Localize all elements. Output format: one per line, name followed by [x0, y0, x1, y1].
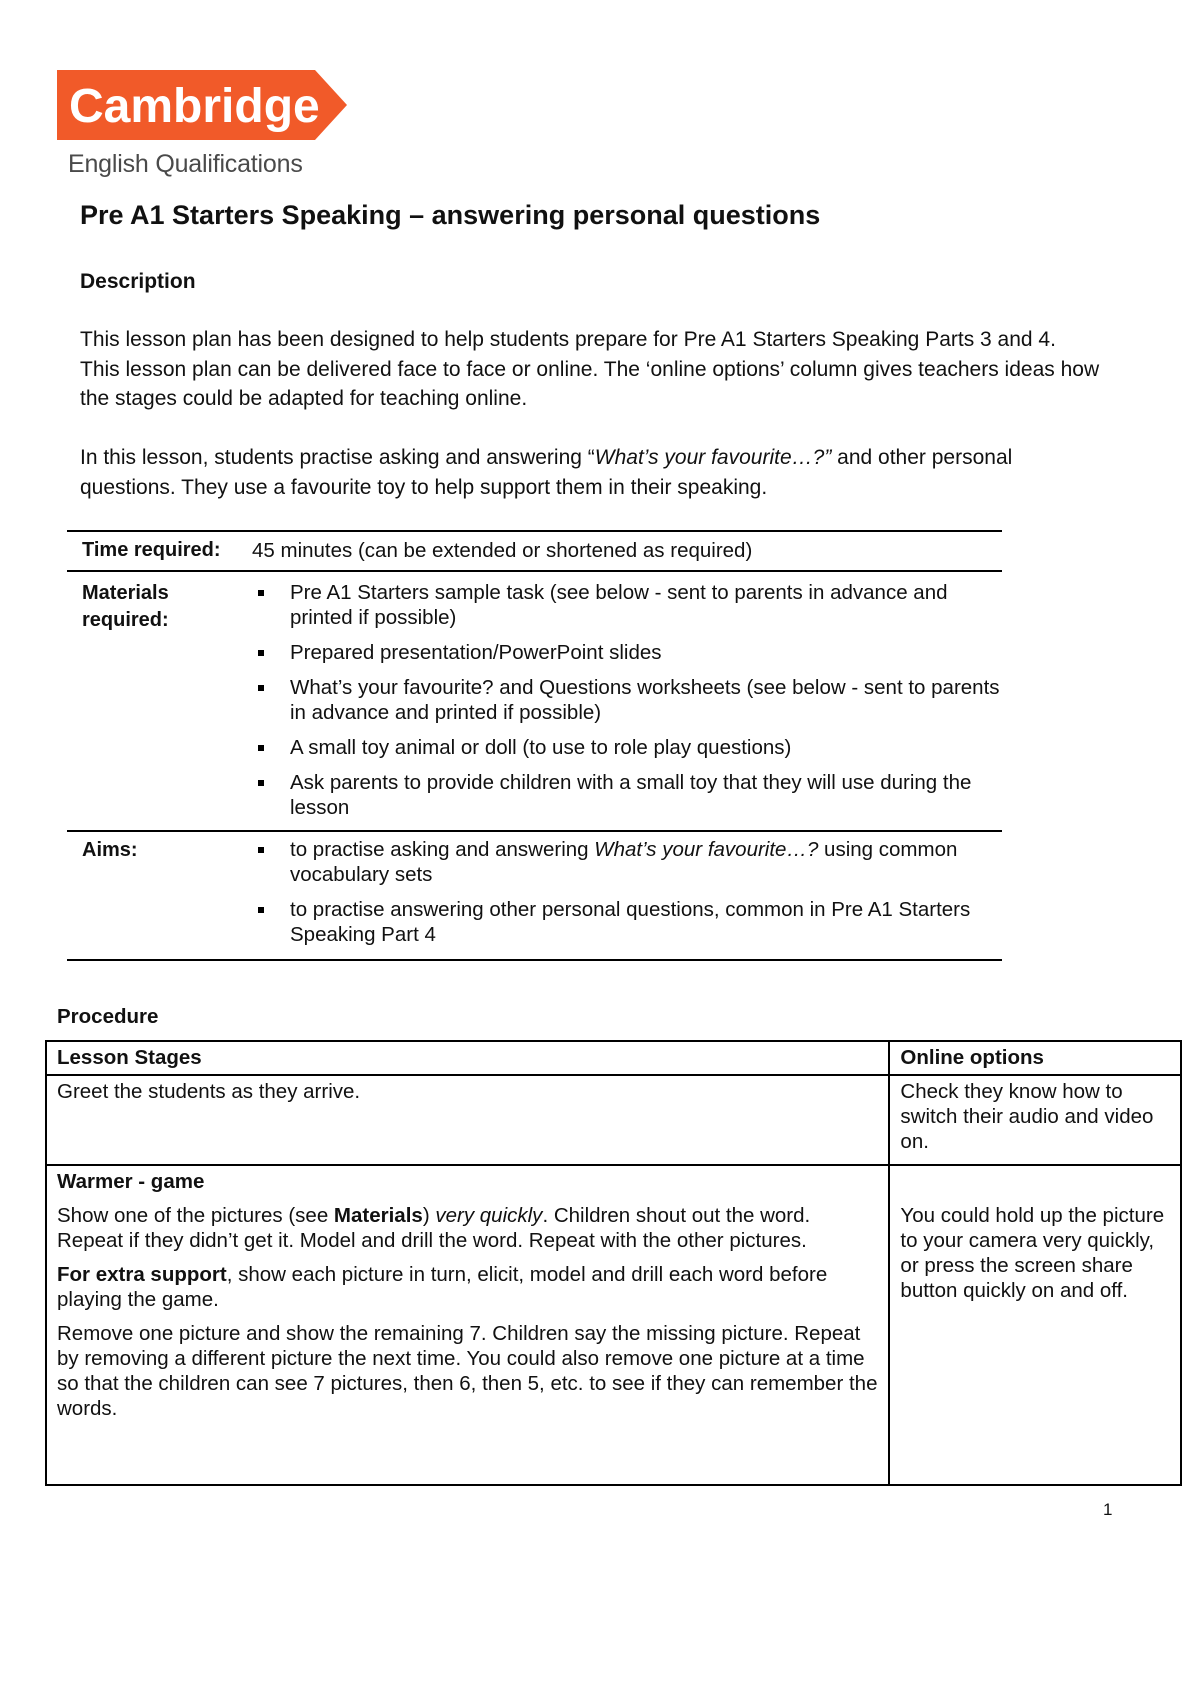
stage-cell: Greet the students as they arrive.: [46, 1075, 889, 1165]
aims-list: [252, 837, 1002, 947]
online-cell: Check they know how to switch their audio and video on.: [889, 1075, 1181, 1165]
time-label: Time required:: [82, 539, 221, 561]
procedure-header-row: [46, 1041, 1181, 1075]
online-option-text: You could hold up the picture to your camera very quickly, or press the screen share button quickly on and off.: [900, 1204, 1165, 1302]
procedure-heading: Procedure: [57, 1005, 159, 1028]
material-item: Ask parents to provide children with a small toy that they will use during the lesson: [252, 770, 1002, 820]
material-item: A small toy animal or doll (to use to role play questions): [252, 735, 1002, 760]
materials-list: [252, 580, 1002, 820]
page-number: 1: [1103, 1500, 1113, 1519]
online-options-header: Online options: [889, 1041, 1181, 1075]
stage-cell: [46, 1165, 889, 1485]
table-row: [46, 1165, 1181, 1485]
aims-row: [67, 830, 1002, 961]
table-row: [46, 1075, 1181, 1165]
time-row: [67, 530, 1002, 570]
aims-label: Aims:: [82, 839, 138, 861]
description-paragraph-2: In this lesson, students practise asking and answering “What’s your favourite…?” and other personal questions. They use a favourite toy to help support them in their speaking.: [80, 446, 1013, 499]
logo-text: Cambridge: [69, 80, 320, 133]
stage-paragraph: For extra support, show each picture in turn, elicit, model and drill each word before playing the game.: [57, 1263, 828, 1311]
page-title: Pre A1 Starters Speaking – answering personal questions: [80, 200, 821, 230]
description-heading: Description: [80, 270, 196, 293]
cambridge-logo: [57, 70, 347, 140]
aim-item: to practise answering other personal questions, common in Pre A1 Starters Speaking Part 4: [252, 897, 1002, 947]
materials-label: Materials required:: [82, 582, 169, 631]
lesson-stages-header: Lesson Stages: [46, 1041, 889, 1075]
time-value: 45 minutes (can be extended or shortened as required): [252, 539, 753, 562]
stage-title: Warmer - game: [57, 1170, 205, 1193]
material-item: Prepared presentation/PowerPoint slides: [252, 640, 1002, 665]
materials-row: [67, 570, 1002, 830]
online-cell: [889, 1165, 1181, 1485]
description-paragraph-1: This lesson plan has been designed to help students prepare for Pre A1 Starters Speaking Parts 3 and 4. This lesson plan can be delivered face to face or online. The ‘online options’ column gives teachers ideas how the stages could be adapted for teaching online.: [80, 328, 1100, 410]
logo-subtitle: English Qualifications: [68, 150, 303, 178]
stage-paragraph: Remove one picture and show the remaining 7. Children say the missing picture. Repeat by removing a different picture the next time. You could also remove one picture at a time so that the children can see 7 pictures, then 6, then 5, etc. to see if they can remember the words.: [57, 1322, 878, 1420]
material-item: What’s your favourite? and Questions worksheets (see below - sent to parents in advance and printed if possible): [252, 675, 1002, 725]
stage-paragraph: Show one of the pictures (see Materials) very quickly. Children shout out the word. Repeat if they didn’t get it. Model and drill the word. Repeat with the other pictures.: [57, 1204, 811, 1252]
procedure-table: [45, 1040, 1182, 1486]
aim-item: to practise asking and answering What’s your favourite…? using common vocabulary sets: [252, 837, 1002, 887]
lesson-info-table: [67, 530, 1002, 961]
material-item: Pre A1 Starters sample task (see below - sent to parents in advance and printed if possible): [252, 580, 1002, 630]
